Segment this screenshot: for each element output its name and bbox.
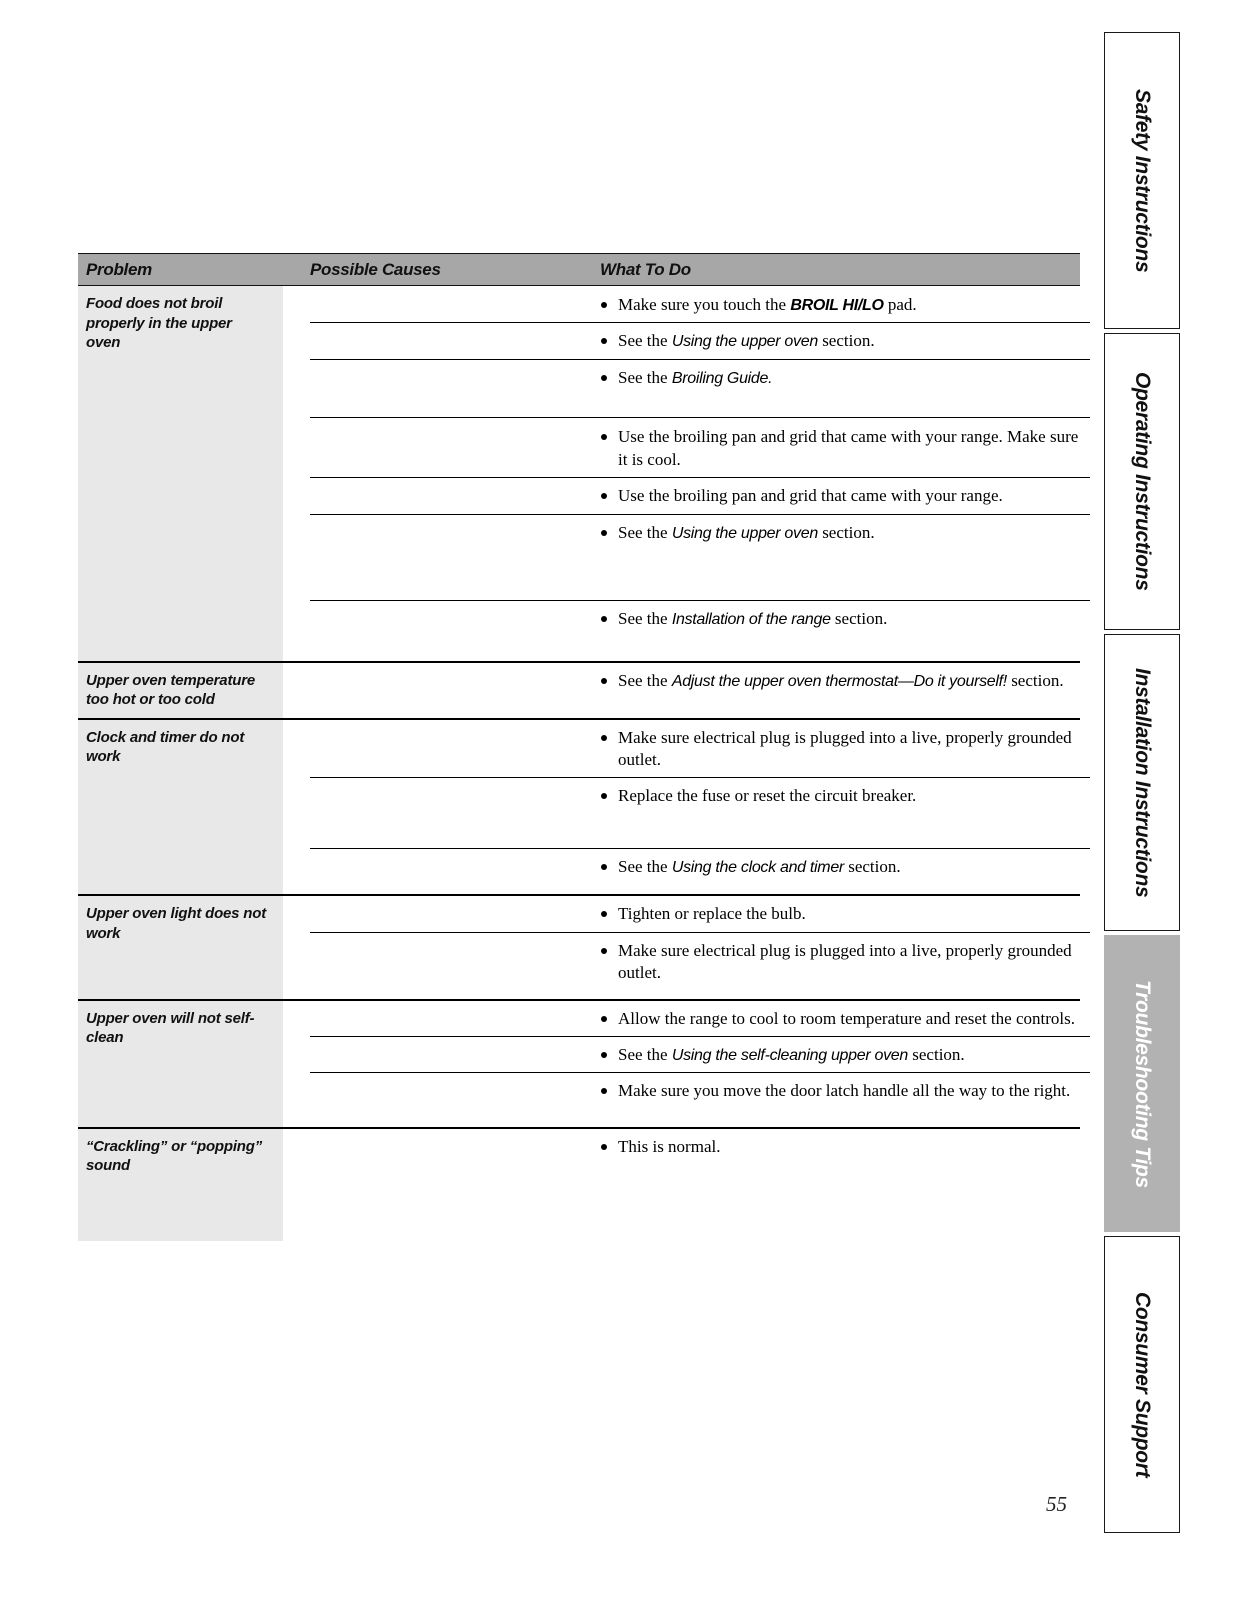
tab-installation-instructions [1104,634,1180,931]
todo-item-text [618,1080,1090,1102]
todo-item-text [618,294,1090,316]
text-run-serif: See the [618,609,672,629]
todo-item [310,1129,1090,1164]
text-run-serif: Allow the range to cool to room temperature and reset the controls. [618,1008,1075,1028]
what-to-do-cell [310,1001,1090,1127]
what-to-do-cell [310,286,1090,661]
text-run-serif: Use the broiling pan and grid that came with your range. [618,486,1003,506]
todo-item-text [618,426,1090,471]
todo-item [310,896,1090,932]
what-to-do-cell [310,1129,1090,1241]
todo-item-text [618,330,1090,352]
text-run-serif: Make sure electrical plug is plugged into a live, properly grounded outlet. [618,727,1072,769]
tab-label: Installation Instructions [1131,667,1154,898]
text-run-serif: section. [817,331,875,351]
todo-item-text [618,608,1090,630]
tab-label: Troubleshooting Tips [1131,979,1154,1188]
troubleshooting-table [78,253,1080,1241]
text-run-serif: See the [618,1045,672,1064]
table-header-row [78,253,1080,286]
todo-item [310,323,1090,359]
text-run-italic-sans: Adjust the upper oven thermostat—Do it yourself! [671,672,1007,690]
table-row [78,286,1080,661]
tab-label: Consumer Support [1131,1291,1154,1478]
tab-consumer-support [1104,1236,1180,1533]
todo-item [310,418,1090,478]
text-run-serif: Make sure you move the door latch handle all the way to the right. [618,1081,1071,1101]
todo-item [310,515,1090,601]
todo-item [310,1073,1090,1126]
todo-item-text [618,522,1090,544]
todo-item-text [618,367,1090,389]
tab-label: Safety Instructions [1131,88,1154,273]
table-row [78,999,1080,1127]
problem-cell: Clock and timer do not work [78,720,283,895]
todo-item [310,663,1090,700]
text-run-serif: See the [618,331,672,351]
text-run-italic-sans: Using the self-cleaning upper oven [671,1047,909,1064]
todo-item-text [618,670,1090,692]
todo-item-text [618,1008,1090,1030]
text-run-serif: Use the broiling pan and grid that came with your range. Make sure it is cool. [618,427,1079,469]
text-run-serif: See the [618,367,672,387]
todo-item-text [618,940,1090,985]
tab-troubleshooting-tips [1104,935,1180,1232]
table-row [78,661,1080,718]
text-run-italic-sans: Using the clock and timer [671,858,844,876]
text-run-italic-sans: Using the upper oven [671,524,818,542]
column-header-possible-causes: Possible Causes [310,260,441,279]
text-run-serif: pad. [883,295,917,314]
column-header-what-to-do: What To Do [600,260,691,279]
table-row [78,718,1080,895]
todo-item-text [618,485,1090,507]
text-run-serif: See the [618,522,672,542]
text-run-serif: section. [908,1045,965,1064]
todo-item [310,1037,1090,1073]
text-run-serif: Make sure you touch the [618,295,791,314]
text-run-italic-sans: Installation of the range [671,611,831,629]
todo-item [310,286,1090,323]
text-run-italic-sans: Broiling Guide. [671,369,773,387]
tab-label: Operating Instructions [1131,372,1154,591]
todo-item [310,778,1090,848]
todo-item [310,360,1090,418]
todo-item [310,933,1090,999]
table-body [78,286,1080,1241]
todo-item-text [618,785,1090,807]
page-number: 55 [1046,1492,1067,1516]
what-to-do-cell [310,896,1090,998]
todo-item-text [618,1044,1090,1066]
todo-item-text [618,856,1090,878]
todo-item [310,1001,1090,1037]
text-run-bold-sans: BROIL HI/LO [790,297,884,314]
text-run-serif: section. [1006,670,1064,690]
table-row [78,894,1080,998]
problem-cell: Food does not broil properly in the upper oven [78,286,283,661]
problem-cell: “Crackling” or “popping” sound [78,1129,283,1241]
todo-item-text [618,1136,1090,1158]
section-tab-strip [1104,32,1180,1537]
text-run-serif: section. [843,856,901,876]
todo-item [310,601,1090,660]
text-run-serif: section. [830,609,888,629]
table-row [78,1127,1080,1241]
todo-item-text [618,903,1090,925]
column-header-problem: Problem [86,260,152,279]
problem-cell: Upper oven temperature too hot or too cold [78,663,283,718]
text-run-serif: section. [817,522,875,542]
text-run-serif: Replace the fuse or reset the circuit breaker. [618,786,917,806]
what-to-do-cell [310,663,1090,718]
todo-item [310,720,1090,779]
text-run-serif: Make sure electrical plug is plugged into a live, properly grounded outlet. [618,940,1072,983]
todo-item [310,849,1090,894]
tab-safety-instructions [1104,32,1180,329]
problem-cell: Upper oven light does not work [78,896,283,998]
what-to-do-cell [310,720,1090,895]
todo-item [310,478,1090,514]
todo-item-text [618,727,1090,772]
text-run-serif: This is normal. [618,1136,721,1156]
tab-operating-instructions [1104,333,1180,630]
text-run-serif: See the [618,670,672,690]
text-run-italic-sans: Using the upper oven [671,333,818,351]
text-run-serif: Tighten or replace the bulb. [618,904,806,924]
text-run-serif: See the [618,856,672,876]
problem-cell: Upper oven will not self-clean [78,1001,283,1127]
